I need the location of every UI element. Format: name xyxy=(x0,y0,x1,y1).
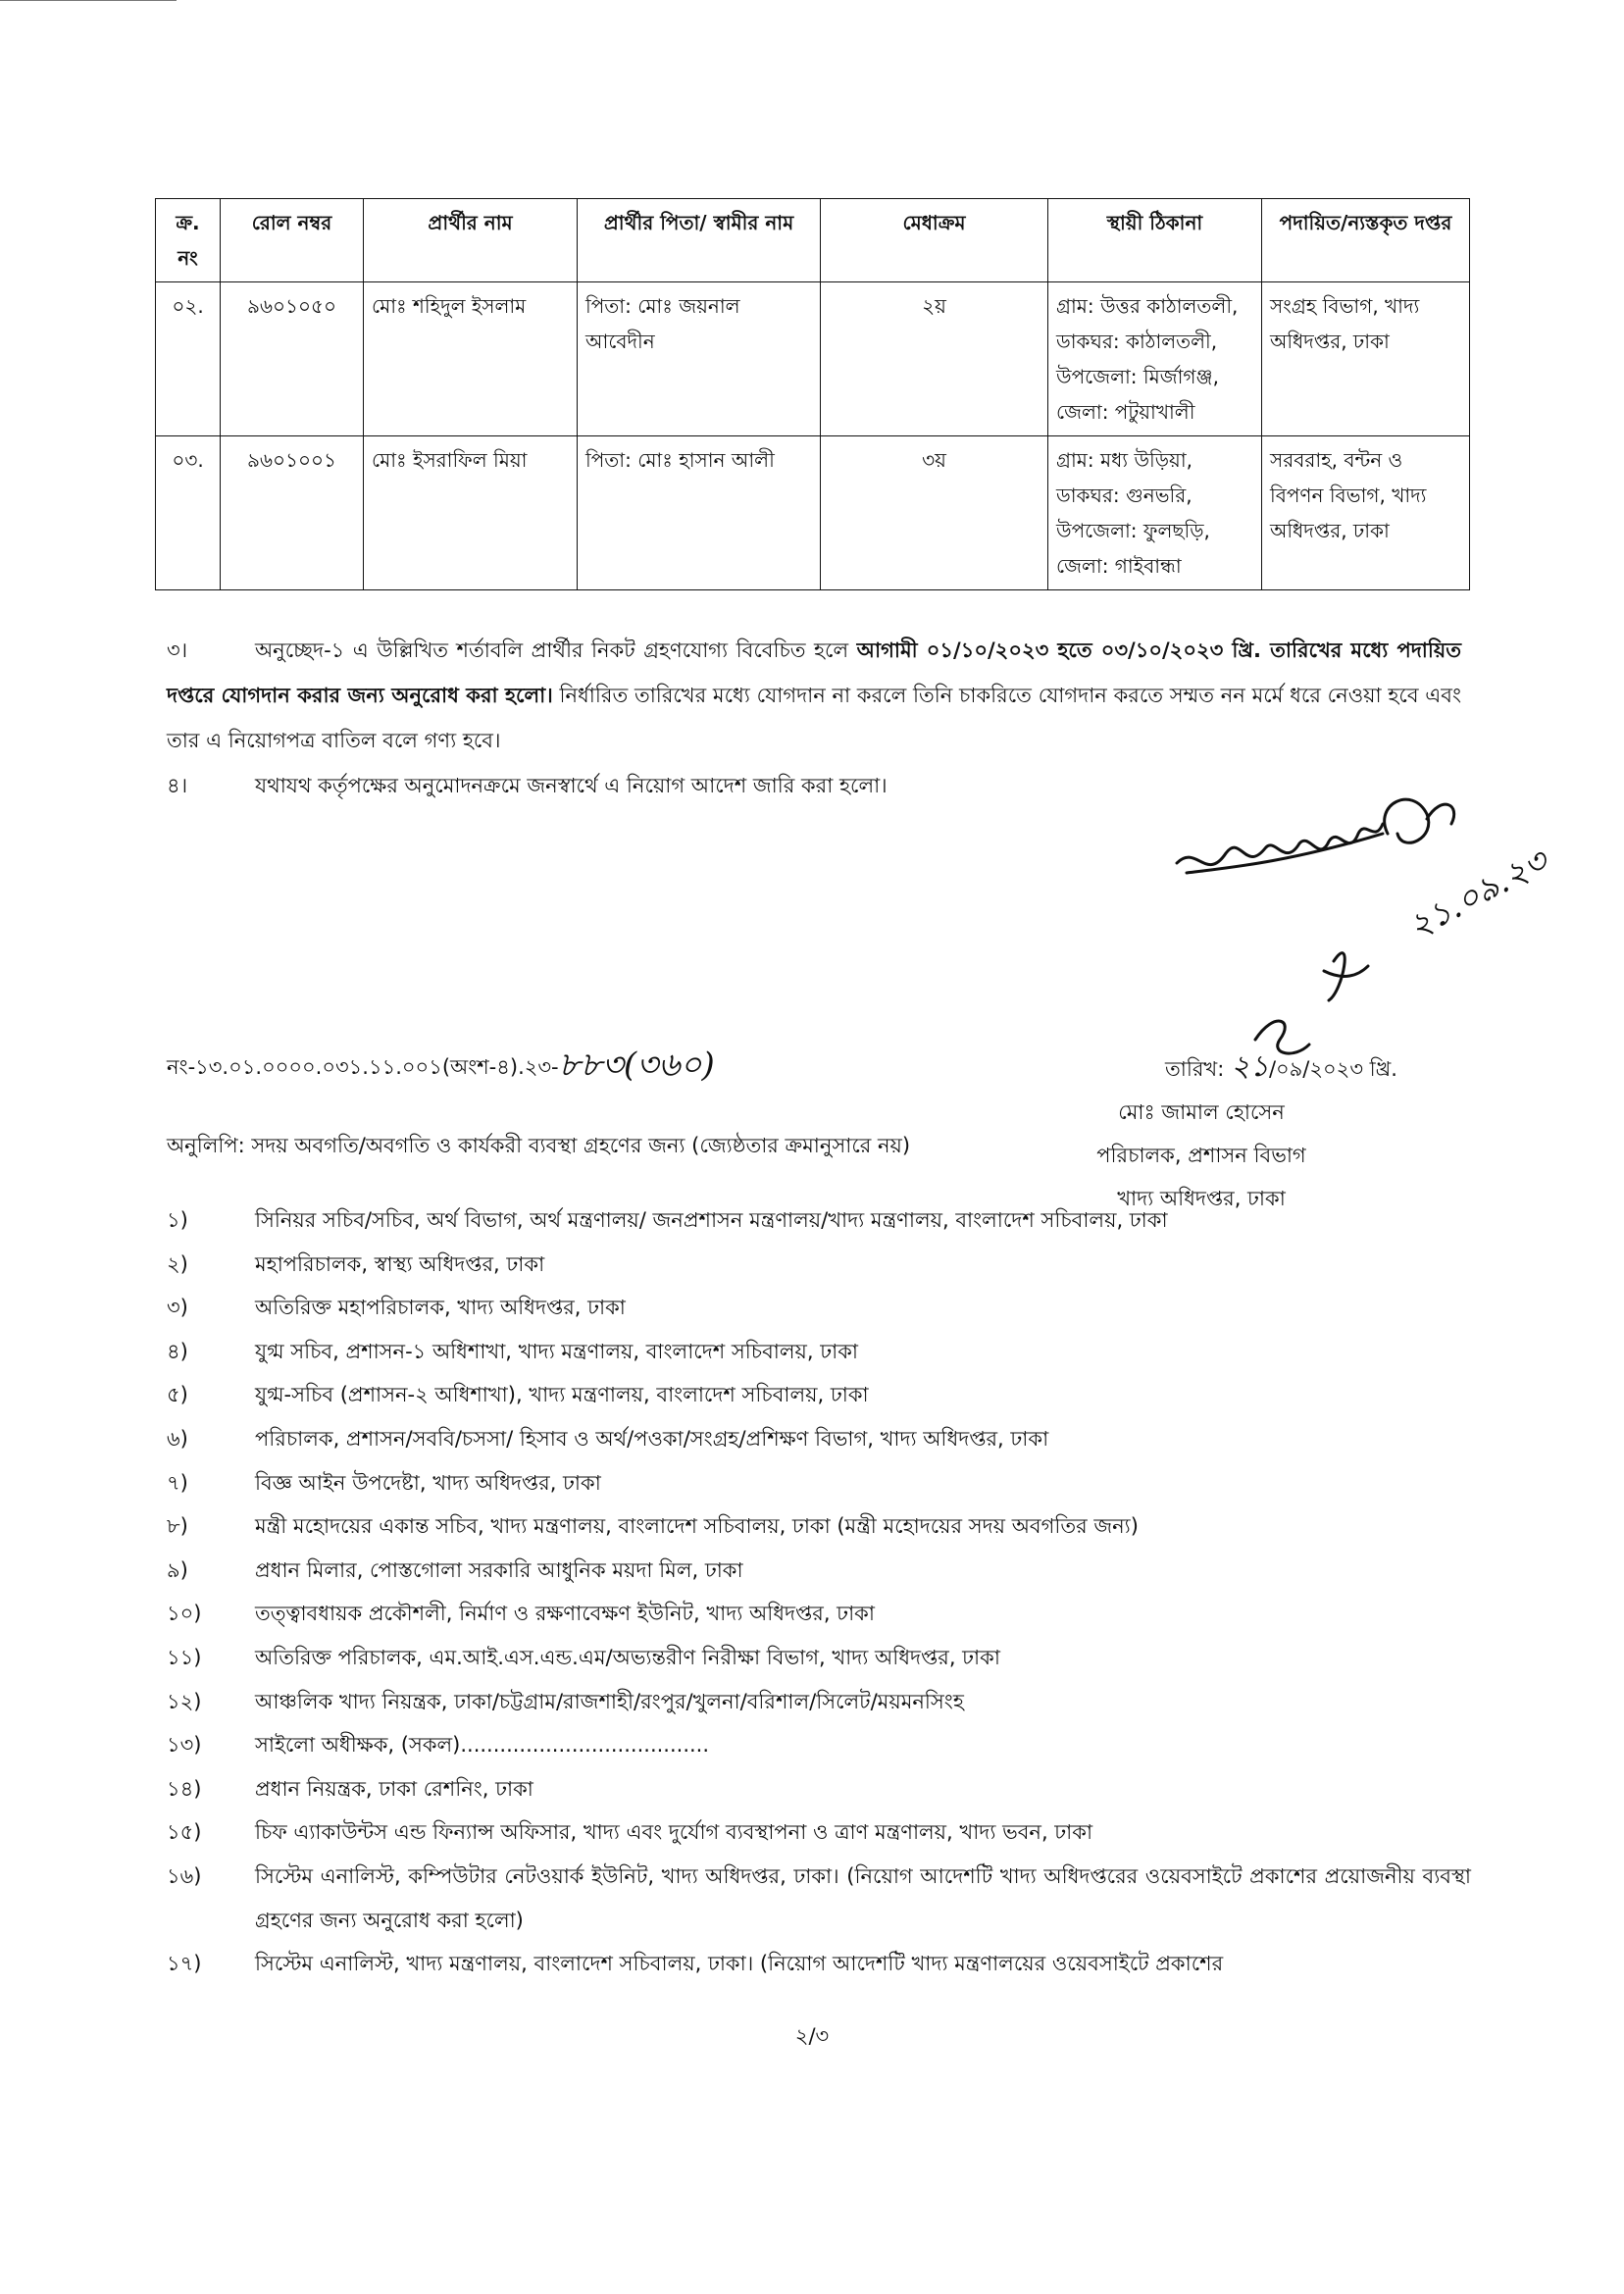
memo-date xyxy=(1165,1045,1397,1091)
distribution-list xyxy=(167,1198,1471,1986)
list-item-text: প্রধান নিয়ন্ত্রক, ঢাকা রেশনিং, ঢাকা xyxy=(255,1776,533,1801)
list-item-text: প্রধান মিলার, পোস্তগোলা সরকারি আধুনিক ময়দা মিল, ঢাকা xyxy=(255,1557,743,1582)
table-row xyxy=(156,282,1470,436)
list-item xyxy=(167,1592,1471,1636)
list-item-text: সাইলো অধীক্ষক, (সকল)...................................... xyxy=(255,1733,710,1758)
signatory-designation: পরিচালক, প্রশাসন বিভাগ xyxy=(1096,1144,1306,1167)
list-item-text: মহাপরিচালক, স্বাস্থ্য অধিদপ্তর, ঢাকা xyxy=(255,1251,545,1276)
list-item-text: তত্ত্বাবধায়ক প্রকৌশলী, নির্মাণ ও রক্ষণাবেক্ষণ ইউনিট, খাদ্য অধিদপ্তর, ঢাকা xyxy=(255,1602,875,1626)
list-item xyxy=(167,1461,1471,1505)
paragraph-number: ৩। xyxy=(167,638,188,662)
list-item-number: ১০) xyxy=(167,1602,202,1626)
header-office: পদায়িত/ন্যস্তকৃত দপ্তর xyxy=(1262,199,1470,282)
paragraph-bold-text: আগামী ০১/১০/২০২৩ হতে ০৩/১০/২০২৩ খ্রি. তারিখের মধ্যে পদায়িত দপ্তরে যোগদান করার জন্য অনুরোধ করা হলো। xyxy=(167,638,1461,707)
table-row xyxy=(156,436,1470,590)
paragraph-text: অনুচ্ছেদ-১ এ উল্লিখিত শর্তাবলি প্রার্থীর নিকট গ্রহণযোগ্য বিবেচিত হলে xyxy=(255,638,857,662)
list-item xyxy=(167,1243,1471,1287)
header-serial: ক্র. নং xyxy=(156,199,221,282)
list-item xyxy=(167,1810,1471,1855)
page-number: ২/৩ xyxy=(794,2024,830,2048)
signatory-office: খাদ্য অধিদপ্তর, ঢাকা xyxy=(1117,1187,1286,1210)
header-address: স্থায়ী ঠিকানা xyxy=(1048,199,1262,282)
list-item xyxy=(167,1855,1471,1942)
list-item xyxy=(167,1680,1471,1724)
list-item-number: ২) xyxy=(167,1251,188,1276)
list-item-number: ৮) xyxy=(167,1514,188,1539)
list-item xyxy=(167,1549,1471,1593)
list-item-text: যুগ্ম-সচিব (প্রশাসন-২ অধিশাখা), খাদ্য মন্ত্রণালয়, বাংলাদেশ সচিবালয়, ঢাকা xyxy=(255,1383,869,1407)
memo-handwritten-number: ৮৮৩(৩৬০) xyxy=(558,1045,715,1085)
list-item-text: যুগ্ম সচিব, প্রশাসন-১ অধিশাখা, খাদ্য মন্ত্রণালয়, বাংলাদেশ সচিবালয়, ঢাকা xyxy=(255,1339,858,1363)
list-item xyxy=(167,1636,1471,1680)
list-item-number: ১৫) xyxy=(167,1820,202,1845)
list-item-text: পরিচালক, প্রশাসন/সববি/চসসা/ হিসাব ও অর্থ/পওকা/সংগ্রহ/প্রশিক্ষণ বিভাগ, খাদ্য অধিদপ্তর, ঢাকা xyxy=(255,1426,1049,1451)
list-item xyxy=(167,1198,1471,1243)
list-item-number: ৬) xyxy=(167,1426,188,1451)
header-roll: রোল নম্বর xyxy=(221,199,364,282)
list-item-number: ১৪) xyxy=(167,1776,202,1801)
header-merit: মেধাক্রম xyxy=(821,199,1048,282)
paragraph-text: যথাযথ কর্তৃপক্ষের অনুমোদনক্রমে জনস্বার্থে এ নিয়োগ আদেশ জারি করা হলো। xyxy=(255,774,888,797)
list-item xyxy=(167,1417,1471,1461)
signatory-name: মোঃ জামাল হোসেন xyxy=(1118,1100,1285,1124)
list-item-number: ৯) xyxy=(167,1557,188,1582)
paragraph-text: নির্ধারিত তারিখের মধ্যে যোগদান না করলে তিনি চাকরিতে যোগদান করতে সম্মত নন মর্মে ধরে নেওয়া হবে এবং তার এ নিয়োগপত্র বাতিল বলে গণ্য হবে। xyxy=(167,684,1461,752)
cell-father: পিতা: মোঃ জয়নাল আবেদীন xyxy=(578,282,821,436)
header-name: প্রার্থীর নাম xyxy=(364,199,578,282)
list-item-number: ১২) xyxy=(167,1689,202,1713)
appointment-table xyxy=(155,198,1470,590)
list-item-text: বিজ্ঞ আইন উপদেষ্টা, খাদ্য অধিদপ্তর, ঢাকা xyxy=(255,1470,601,1495)
list-item-text: অতিরিক্ত মহাপরিচালক, খাদ্য অধিদপ্তর, ঢাকা xyxy=(255,1296,626,1320)
list-item xyxy=(167,1286,1471,1330)
signature-date: ২১.০৯.২৩ xyxy=(1401,841,1554,947)
signature-image xyxy=(1147,775,1559,1089)
list-item xyxy=(167,1942,1471,1986)
cell-office: সরবরাহ, বন্টন ও বিপণন বিভাগ, খাদ্য অধিদপ্তর, ঢাকা xyxy=(1262,436,1470,590)
cell-name: মোঃ শহিদুল ইসলাম xyxy=(364,282,578,436)
copy-heading: অনুলিপি: সদয় অবগতি/অবগতি ও কার্যকরী ব্যবস্থা গ্রহণের জন্য (জ্যেষ্ঠতার ক্রমানুসারে নয়) xyxy=(167,1134,911,1157)
memo-prefix: নং-১৩.০১.০০০০.০৩১.১১.০০১(অংশ-৪).২৩- xyxy=(167,1055,559,1079)
list-item-text: সিনিয়র সচিব/সচিব, অর্থ বিভাগ, অর্থ মন্ত্রণালয়/ জনপ্রশাসন মন্ত্রণালয়/খাদ্য মন্ত্রণালয়, বাংলাদেশ সচিবালয়, ঢাকা xyxy=(255,1208,1168,1232)
list-item-number: ১৬) xyxy=(167,1863,202,1888)
list-item-text: চিফ এ্যাকাউন্টস এন্ড ফিন্যান্স অফিসার, খাদ্য এবং দুর্যোগ ব্যবস্থাপনা ও ত্রাণ মন্ত্রণালয়, খাদ্য ভবন, ঢাকা xyxy=(255,1820,1093,1845)
list-item-number: ৫) xyxy=(167,1383,188,1407)
list-item-text: মন্ত্রী মহোদয়ের একান্ত সচিব, খাদ্য মন্ত্রণালয়, বাংলাদেশ সচিবালয়, ঢাকা (মন্ত্রী মহোদয়ের সদয় অবগতির জন্য) xyxy=(255,1514,1139,1539)
cell-roll: ৯৬০১০০১ xyxy=(221,436,364,590)
list-item-number: ১) xyxy=(167,1208,188,1232)
list-item-text: সিস্টেম এনালিস্ট, কম্পিউটার নেটওয়ার্ক ইউনিট, খাদ্য অধিদপ্তর, ঢাকা। (নিয়োগ আদেশটি খাদ্য অধিদপ্তরের ওয়েবসাইটে প্রকাশের প্রয়োজনীয় ব্যবস্থা গ্রহণের জন্য অনুরোধ করা হলো) xyxy=(255,1863,1471,1932)
list-item-number: ১৩) xyxy=(167,1733,202,1758)
date-label: তারিখ: xyxy=(1165,1057,1231,1081)
memo-number xyxy=(167,1044,715,1089)
paragraph-number: ৪। xyxy=(167,774,188,797)
list-item xyxy=(167,1723,1471,1767)
list-item-number: ৪) xyxy=(167,1339,188,1363)
cell-serial: ০২. xyxy=(156,282,221,436)
cell-roll: ৯৬০১০৫০ xyxy=(221,282,364,436)
list-item-text: সিস্টেম এনালিস্ট, খাদ্য মন্ত্রণালয়, বাংলাদেশ সচিবালয়, ঢাকা। (নিয়োগ আদেশটি খাদ্য মন্ত্রণালয়ের ওয়েবসাইটে প্রকাশের xyxy=(255,1952,1224,1976)
list-item-number: ১৭) xyxy=(167,1952,202,1976)
scan-edge-line xyxy=(0,0,177,9)
cell-serial: ০৩. xyxy=(156,436,221,590)
cell-address: গ্রাম: উত্তর কাঠালতলী, ডাকঘর: কাঠালতলী, উপজেলা: মির্জাগঞ্জ, জেলা: পটুয়াখালী xyxy=(1048,282,1262,436)
cell-father: পিতা: মোঃ হাসান আলী xyxy=(578,436,821,590)
list-item xyxy=(167,1373,1471,1417)
cell-address: গ্রাম: মধ্য উড়িয়া, ডাকঘর: গুনভরি, উপজেলা: ফুলছড়ি, জেলা: গাইবান্ধা xyxy=(1048,436,1262,590)
date-rest: /০৯/২০২৩ খ্রি. xyxy=(1268,1057,1397,1081)
list-item xyxy=(167,1504,1471,1549)
list-item xyxy=(167,1330,1471,1374)
list-item-text: আঞ্চলিক খাদ্য নিয়ন্ত্রক, ঢাকা/চট্টগ্রাম/রাজশাহী/রংপুর/খুলনা/বরিশাল/সিলেট/ময়মনসিংহ xyxy=(255,1689,964,1713)
list-item xyxy=(167,1767,1471,1811)
cell-office: সংগ্রহ বিভাগ, খাদ্য অধিদপ্তর, ঢাকা xyxy=(1262,282,1470,436)
header-father: প্রার্থীর পিতা/ স্বামীর নাম xyxy=(578,199,821,282)
list-item-number: ৭) xyxy=(167,1470,188,1495)
date-handwritten-day: ২১ xyxy=(1230,1049,1269,1084)
cell-merit: ৩য় xyxy=(821,436,1048,590)
list-item-number: ৩) xyxy=(167,1296,188,1320)
table-header-row xyxy=(156,199,1470,282)
list-item-number: ১১) xyxy=(167,1645,202,1669)
cell-name: মোঃ ইসরাফিল মিয়া xyxy=(364,436,578,590)
list-item-text: অতিরিক্ত পরিচালক, এম.আই.এস.এন্ড.এম/অভ্যন্তরীণ নিরীক্ষা বিভাগ, খাদ্য অধিদপ্তর, ঢাকা xyxy=(255,1645,1000,1669)
cell-merit: ২য় xyxy=(821,282,1048,436)
paragraph-3 xyxy=(167,628,1461,763)
